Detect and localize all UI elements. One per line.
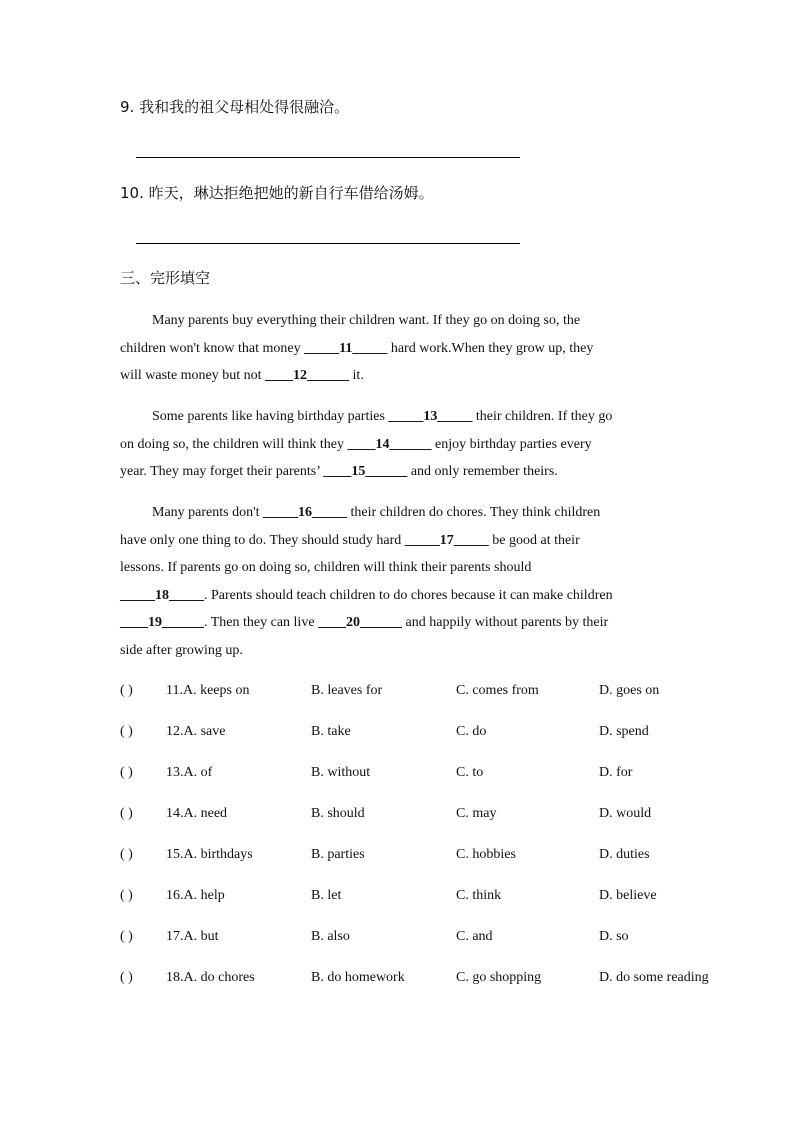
passage-line: _____18_____. Parents should teach children to do chores because it can make children bbox=[120, 587, 613, 603]
option-b: B. do homework bbox=[311, 970, 405, 985]
question-9: 9. 我和我的祖父母相处得很融洽。 bbox=[120, 98, 350, 116]
passage-line: Many parents don't _____16_____ their children do chores. They think children bbox=[152, 505, 601, 520]
passage-line: Many parents buy everything their children want. If they go on doing so, the bbox=[152, 313, 581, 328]
option-d: D. for bbox=[599, 765, 633, 780]
option-d: D. do some reading bbox=[599, 970, 709, 985]
option-b: B. parties bbox=[311, 847, 365, 862]
passage-line: have only one thing to do. They should study hard _____17_____ be good at their bbox=[120, 532, 580, 548]
option-d: D. so bbox=[599, 929, 629, 944]
blank-18: _____18_____ bbox=[120, 587, 204, 603]
option-a: 14.A. need bbox=[166, 806, 228, 821]
question-row-16 bbox=[120, 888, 760, 908]
option-b: B. should bbox=[311, 806, 365, 821]
passage-paragraph-2 bbox=[120, 403, 680, 486]
passage-line: Some parents like having birthday parties _____13_____ their children. If they go bbox=[152, 409, 613, 424]
passage-paragraph-1 bbox=[120, 307, 680, 390]
answer-paren[interactable]: ( ) bbox=[120, 765, 133, 780]
question-row-12 bbox=[120, 724, 760, 744]
question-row-13 bbox=[120, 765, 760, 785]
blank-19: ____19______ bbox=[120, 615, 204, 631]
answer-paren[interactable]: ( ) bbox=[120, 806, 133, 821]
option-d: D. would bbox=[599, 806, 652, 821]
option-c: C. think bbox=[456, 888, 502, 903]
question-row-18 bbox=[120, 970, 760, 990]
passage-line: ____19______. Then they can live ____20______ and happily without parents by their bbox=[120, 615, 609, 631]
answer-line-9 bbox=[136, 157, 520, 158]
passage-line: on doing so, the children will think they ____14______ enjoy birthday parties every bbox=[120, 436, 592, 452]
option-c: C. may bbox=[456, 806, 497, 821]
option-c: C. comes from bbox=[456, 683, 539, 698]
option-c: C. do bbox=[456, 724, 487, 739]
question-row-15 bbox=[120, 847, 760, 867]
option-c: C. go shopping bbox=[456, 970, 542, 985]
blank-11: _____11_____ bbox=[304, 340, 388, 356]
option-a: 16.A. help bbox=[166, 888, 225, 903]
answer-paren[interactable]: ( ) bbox=[120, 683, 133, 698]
blank-20: ____20______ bbox=[318, 615, 403, 631]
blank-14: ____14______ bbox=[347, 436, 432, 452]
option-a: 13.A. of bbox=[166, 765, 213, 780]
passage-paragraph-3 bbox=[120, 499, 680, 665]
blank-12: ____12______ bbox=[265, 368, 350, 384]
option-a: 12.A. save bbox=[166, 724, 226, 739]
question-10: 10. 昨天，琳达拒绝把她的新自行车借给汤姆。 bbox=[120, 184, 434, 202]
option-d: D. goes on bbox=[599, 683, 660, 698]
option-b: B. let bbox=[311, 888, 342, 903]
option-c: C. hobbies bbox=[456, 847, 516, 862]
answer-line-10 bbox=[136, 243, 520, 244]
blank-15: ____15______ bbox=[323, 464, 408, 480]
blank-16: _____16_____ bbox=[263, 505, 348, 520]
answer-paren[interactable]: ( ) bbox=[120, 847, 133, 862]
option-b: B. take bbox=[311, 724, 351, 739]
answer-paren[interactable]: ( ) bbox=[120, 888, 133, 903]
option-d: D. believe bbox=[599, 888, 657, 903]
option-b: B. leaves for bbox=[311, 683, 383, 698]
passage-line: year. They may forget their parents’ ____15______ and only remember theirs. bbox=[120, 464, 558, 480]
option-c: C. to bbox=[456, 765, 484, 780]
answer-paren[interactable]: ( ) bbox=[120, 970, 133, 985]
option-a: 18.A. do chores bbox=[166, 970, 255, 985]
option-a: 15.A. birthdays bbox=[166, 847, 253, 862]
blank-13: _____13_____ bbox=[388, 409, 473, 424]
passage-line: lessons. If parents go on doing so, children will think their parents should bbox=[120, 560, 532, 576]
option-d: D. duties bbox=[599, 847, 650, 862]
passage-line: will waste money but not ____12______ it. bbox=[120, 368, 364, 384]
option-a: 17.A. but bbox=[166, 929, 219, 944]
section-title: 三、完形填空 bbox=[120, 269, 211, 287]
answer-paren[interactable]: ( ) bbox=[120, 929, 133, 944]
question-row-14 bbox=[120, 806, 760, 826]
option-a: 11.A. keeps on bbox=[166, 683, 250, 698]
option-d: D. spend bbox=[599, 724, 649, 739]
passage-line: side after growing up. bbox=[120, 642, 243, 658]
question-row-17 bbox=[120, 929, 760, 949]
option-c: C. and bbox=[456, 929, 493, 944]
option-b: B. without bbox=[311, 765, 371, 780]
question-row-11 bbox=[120, 683, 760, 703]
answer-paren[interactable]: ( ) bbox=[120, 724, 133, 739]
passage-line: children won't know that money _____11_____ hard work.When they grow up, they bbox=[120, 340, 594, 356]
blank-17: _____17_____ bbox=[404, 532, 489, 548]
option-b: B. also bbox=[311, 929, 350, 944]
